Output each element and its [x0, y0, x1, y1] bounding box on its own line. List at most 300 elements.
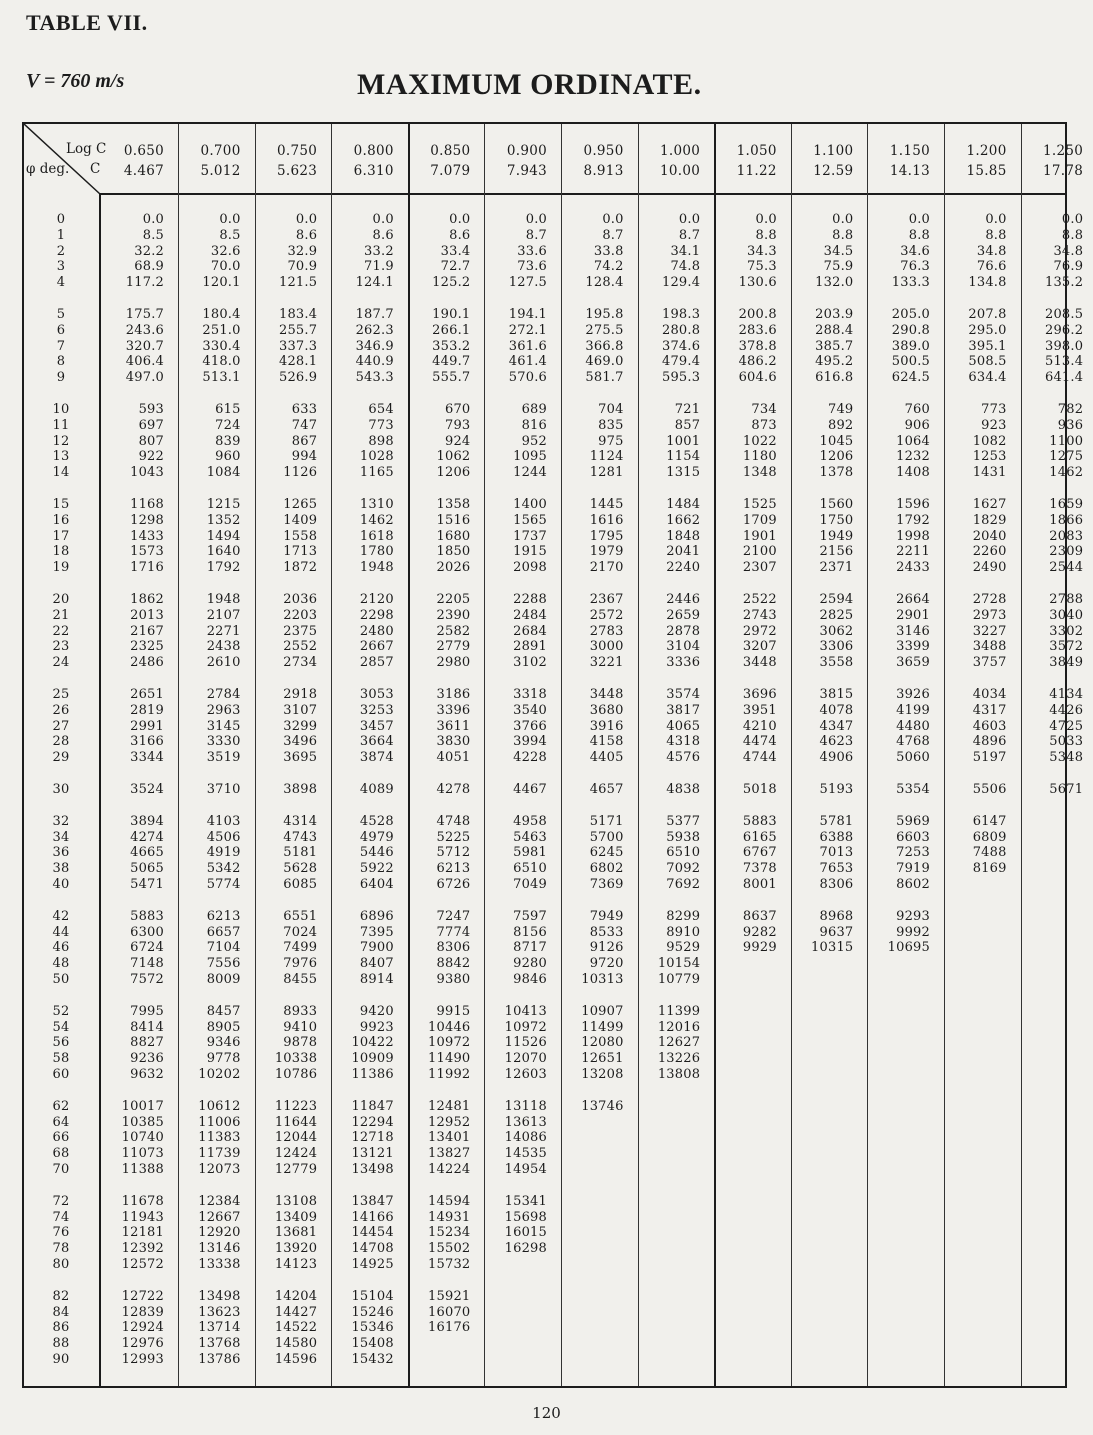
table-cell: 6551	[283, 908, 318, 924]
table-cell: 0.0	[142, 212, 164, 227]
table-cell: 873	[751, 417, 777, 433]
table-cell: 11943	[121, 1209, 164, 1225]
table-cell: 5981	[513, 845, 547, 861]
row-phi-label: 14	[52, 465, 70, 481]
table-cell: 1045	[819, 433, 854, 449]
table-cell: 14596	[274, 1352, 318, 1367]
table-cell: 773	[368, 417, 394, 433]
row-phi-label: 7	[56, 338, 66, 354]
row-phi-label: 30	[52, 782, 70, 797]
table-cell: 337.3	[278, 338, 318, 354]
table-cell: 604.6	[738, 370, 777, 386]
row-phi-label: 56	[52, 1035, 70, 1051]
table-cell: 1792	[896, 512, 930, 528]
table-cell: 1680	[436, 528, 471, 544]
table-cell: 4576	[666, 750, 701, 766]
table-cell: 4065	[666, 718, 701, 734]
table-cell: 1713	[283, 544, 318, 560]
table-cell: 5781	[819, 813, 854, 829]
table-cell: 134.8	[968, 275, 1007, 291]
table-cell: 14931	[428, 1209, 471, 1225]
table-cell: 6657	[206, 924, 241, 940]
column-divider	[331, 124, 332, 1386]
table-cell: 2205	[436, 592, 471, 607]
table-cell: 8910	[666, 924, 701, 940]
table-cell: 1431	[972, 465, 1007, 481]
table-cell: 12181	[121, 1225, 164, 1241]
table-cell: 1862	[130, 592, 164, 607]
table-cell: 2120	[359, 592, 394, 607]
table-cell: 8842	[436, 956, 471, 972]
table-cell: 13623	[198, 1304, 241, 1320]
table-cell: 5883	[130, 908, 164, 924]
table-cell: 194.1	[508, 307, 547, 322]
table-cell: 5033	[1049, 734, 1084, 750]
table-cell: 4314	[283, 813, 318, 829]
table-cell: 1618	[359, 528, 394, 544]
table-cell: 1232	[896, 449, 930, 465]
table-cell: 7369	[589, 877, 624, 892]
table-cell: 14954	[504, 1162, 547, 1177]
table-cell: 15502	[428, 1241, 471, 1257]
table-cell: 32.9	[287, 243, 318, 259]
table-cell: 0.0	[449, 212, 471, 227]
table-cell: 1244	[513, 465, 547, 481]
table-cell: 135.2	[1044, 275, 1084, 291]
table-cell: 952	[521, 433, 547, 449]
table-cell: 12392	[121, 1241, 164, 1257]
table-cell: 724	[215, 417, 241, 433]
table-cell: 15234	[428, 1225, 471, 1241]
table-cell: 3344	[130, 750, 164, 766]
table-cell: 3849	[1049, 655, 1084, 671]
table-cell: 14166	[351, 1209, 394, 1225]
table-cell: 12044	[274, 1130, 318, 1146]
column-header-c: 8.913	[583, 163, 624, 179]
row-phi-label: 74	[52, 1209, 70, 1225]
table-cell: 3659	[896, 655, 930, 671]
table-cell: 2972	[742, 623, 777, 639]
table-cell: 3766	[513, 718, 547, 734]
table-cell: 71.9	[364, 259, 394, 275]
row-phi-label: 34	[52, 829, 70, 845]
table-cell: 9126	[589, 940, 624, 956]
table-cell: 960	[215, 449, 241, 465]
table-cell: 10909	[351, 1051, 394, 1067]
table-cell: 1979	[589, 544, 624, 560]
table-cell: 1829	[972, 512, 1007, 528]
table-cell: 3496	[283, 734, 318, 750]
row-phi-label: 21	[52, 607, 70, 623]
table-cell: 5506	[972, 782, 1007, 797]
table-cell: 2825	[819, 607, 854, 623]
table-cell: 8717	[513, 940, 547, 956]
row-phi-label: 70	[52, 1162, 70, 1177]
column-header-c: 5.012	[200, 163, 241, 179]
row-phi-label: 88	[52, 1336, 70, 1352]
table-cell: 1616	[589, 512, 624, 528]
table-cell: 10695	[887, 940, 930, 956]
table-cell: 782	[1057, 402, 1084, 417]
table-cell: 4623	[819, 734, 854, 750]
table-cell: 1484	[666, 497, 701, 512]
table-cell: 1408	[896, 465, 930, 481]
table-cell: 1206	[436, 465, 471, 481]
table-cell: 130.6	[738, 275, 777, 291]
table-cell: 1750	[819, 512, 854, 528]
column-divider	[867, 124, 868, 1386]
table-cell: 330.4	[202, 338, 241, 354]
row-phi-label: 42	[52, 908, 70, 924]
table-cell: 867	[291, 433, 318, 449]
table-cell: 288.4	[815, 322, 854, 338]
table-cell: 7253	[896, 845, 930, 861]
table-cell: 2552	[283, 639, 318, 655]
table-cell: 11399	[657, 1003, 701, 1019]
table-cell: 11678	[121, 1193, 164, 1209]
table-cell: 7774	[436, 924, 471, 940]
table-cell: 4906	[819, 750, 854, 766]
table-cell: 12651	[581, 1051, 624, 1067]
table-cell: 13409	[274, 1209, 318, 1225]
table-cell: 8827	[130, 1035, 164, 1051]
table-cell: 10315	[811, 940, 854, 956]
table-cell: 2659	[666, 607, 701, 623]
table-cell: 361.6	[508, 338, 547, 354]
table-cell: 128.4	[585, 275, 624, 291]
column-header-c: 10.00	[660, 163, 701, 179]
row-phi-label: 54	[52, 1019, 70, 1035]
table-cell: 4278	[436, 782, 471, 797]
table-cell: 4768	[896, 734, 930, 750]
table-cell: 449.7	[432, 354, 471, 370]
table-cell: 295.0	[968, 322, 1007, 338]
table-cell: 3306	[819, 639, 854, 655]
table-cell: 5354	[896, 782, 930, 797]
table-cell: 1716	[130, 560, 164, 576]
column-header-log-c: 1.100	[813, 143, 854, 159]
table-cell: 75.9	[823, 259, 854, 275]
table-cell: 3107	[283, 702, 318, 718]
table-cell: 495.2	[815, 354, 854, 370]
table-cell: 10422	[351, 1035, 394, 1051]
table-cell: 15921	[428, 1288, 471, 1304]
table-cell: 12016	[657, 1019, 701, 1035]
table-cell: 13808	[657, 1067, 701, 1082]
table-cell: 251.0	[202, 322, 241, 338]
row-phi-label: 23	[52, 639, 70, 655]
table-cell: 6300	[130, 924, 164, 940]
table-cell: 1154	[666, 449, 701, 465]
table-cell: 8306	[819, 877, 854, 892]
table-cell: 6802	[589, 861, 624, 877]
table-cell: 1565	[513, 512, 547, 528]
table-cell: 8.6	[295, 227, 318, 243]
table-cell: 34.3	[747, 243, 777, 259]
table-cell: 1780	[359, 544, 394, 560]
table-cell: 9923	[359, 1019, 394, 1035]
table-cell: 5471	[130, 877, 164, 892]
table-cell: 12667	[198, 1209, 241, 1225]
table-cell: 8001	[742, 877, 777, 892]
table-cell: 3680	[589, 702, 624, 718]
row-phi-label: 40	[52, 877, 70, 892]
table-cell: 704	[598, 402, 624, 417]
table-cell: 543.3	[355, 370, 394, 386]
table-cell: 2041	[666, 544, 701, 560]
table-cell: 581.7	[585, 370, 624, 386]
table-cell: 12718	[351, 1130, 394, 1146]
table-cell: 5065	[130, 861, 164, 877]
table-cell: 15246	[351, 1304, 394, 1320]
table-cell: 3253	[359, 702, 394, 718]
table-cell: 11383	[198, 1130, 241, 1146]
table-cell: 2784	[206, 687, 241, 702]
table-cell: 12080	[581, 1035, 624, 1051]
table-cell: 8455	[283, 972, 318, 987]
column-header-log-c: 0.750	[277, 143, 318, 159]
table-cell: 1358	[436, 497, 471, 512]
row-phi-label: 46	[52, 940, 70, 956]
table-cell: 1043	[130, 465, 164, 481]
table-cell: 3448	[589, 687, 624, 702]
table-cell: 1948	[206, 592, 241, 607]
column-header-c: 12.59	[813, 163, 854, 179]
table-cell: 4426	[1049, 702, 1084, 718]
table-cell: 2288	[513, 592, 547, 607]
table-cell: 34.5	[823, 243, 854, 259]
table-cell: 198.3	[661, 307, 701, 322]
table-cell: 624.5	[891, 370, 930, 386]
row-phi-label: 86	[52, 1320, 70, 1336]
table-cell: 1124	[589, 449, 624, 465]
table-cell: 2788	[1049, 592, 1084, 607]
table-cell: 2901	[896, 607, 930, 623]
table-cell: 180.4	[202, 307, 241, 322]
table-cell: 8968	[819, 908, 854, 924]
table-cell: 1281	[589, 465, 624, 481]
table-cell: 2013	[130, 607, 164, 623]
table-cell: 9280	[513, 956, 547, 972]
table-cell: 13786	[198, 1352, 241, 1367]
table-cell: 13118	[504, 1098, 547, 1114]
table-cell: 892	[827, 417, 854, 433]
corner-phi-label: φ deg.	[26, 161, 70, 177]
table-cell: 353.2	[432, 338, 471, 354]
table-cell: 513.4	[1044, 354, 1084, 370]
table-cell: 4979	[359, 829, 394, 845]
row-phi-label: 13	[52, 449, 70, 465]
table-cell: 1084	[206, 465, 241, 481]
table-cell: 5922	[359, 861, 394, 877]
table-cell: 13613	[504, 1114, 547, 1130]
table-cell: 16298	[504, 1241, 547, 1257]
table-cell: 9992	[896, 924, 930, 940]
table-cell: 13226	[657, 1051, 701, 1067]
table-cell: 4603	[972, 718, 1007, 734]
table-cell: 9878	[283, 1035, 318, 1051]
table-cell: 8407	[359, 956, 394, 972]
table-cell: 2170	[589, 560, 624, 576]
row-phi-label: 29	[52, 750, 70, 766]
table-cell: 117.2	[125, 275, 164, 291]
table-cell: 10313	[581, 972, 624, 987]
column-header-c: 11.22	[736, 163, 777, 179]
table-cell: 7900	[359, 940, 394, 956]
column-header-c: 7.943	[506, 163, 547, 179]
table-cell: 15104	[351, 1288, 394, 1304]
row-phi-label: 44	[52, 924, 70, 940]
table-cell: 12924	[121, 1320, 164, 1336]
table-cell: 0.0	[832, 212, 854, 227]
row-phi-label: 0	[56, 212, 66, 227]
table-cell: 2891	[513, 639, 547, 655]
column-header-log-c: 0.900	[506, 143, 547, 159]
table-cell: 5774	[206, 877, 241, 892]
table-cell: 749	[827, 402, 854, 417]
table-cell: 14522	[274, 1320, 318, 1336]
table-cell: 2582	[436, 623, 471, 639]
table-cell: 3558	[819, 655, 854, 671]
table-cell: 1265	[283, 497, 318, 512]
table-cell: 7024	[283, 924, 318, 940]
table-cell: 1915	[513, 544, 547, 560]
table-cell: 34.1	[670, 243, 701, 259]
table-cell: 2664	[896, 592, 930, 607]
table-cell: 0.0	[908, 212, 930, 227]
table-cell: 4744	[742, 750, 777, 766]
table-cell: 936	[1057, 417, 1084, 433]
column-header-c: 17.78	[1043, 163, 1084, 179]
column-divider	[791, 124, 792, 1386]
table-cell: 3540	[513, 702, 547, 718]
table-cell: 200.8	[738, 307, 777, 322]
table-cell: 8.5	[142, 227, 164, 243]
row-phi-label: 90	[52, 1352, 70, 1367]
table-cell: 3221	[589, 655, 624, 671]
row-phi-label: 80	[52, 1257, 70, 1272]
table-cell: 5181	[283, 845, 318, 861]
table-cell: 262.3	[355, 322, 394, 338]
table-cell: 654	[368, 402, 394, 417]
table-cell: 0.0	[372, 212, 394, 227]
table-cell: 10446	[428, 1019, 471, 1035]
row-phi-label: 60	[52, 1067, 70, 1082]
table-cell: 1948	[359, 560, 394, 576]
table-cell: 9929	[742, 940, 777, 956]
table-cell: 389.0	[891, 338, 930, 354]
table-cell: 6165	[742, 829, 777, 845]
table-cell: 2309	[1049, 544, 1084, 560]
table-cell: 7148	[130, 956, 164, 972]
table-cell: 13338	[198, 1257, 241, 1272]
table-cell: 2486	[130, 655, 164, 671]
table-cell: 2260	[972, 544, 1007, 560]
table-cell: 8.7	[678, 227, 701, 243]
row-phi-label: 52	[52, 1003, 70, 1019]
column-header-log-c: 0.700	[200, 143, 241, 159]
table-cell: 3874	[359, 750, 394, 766]
table-cell: 13920	[274, 1241, 318, 1257]
corner-c-label: C	[90, 161, 101, 177]
table-cell: 6245	[589, 845, 624, 861]
table-cell: 11388	[121, 1162, 164, 1177]
table-cell: 2367	[589, 592, 624, 607]
table-cell: 14224	[428, 1162, 471, 1177]
table-cell: 1866	[1049, 512, 1084, 528]
column-header-log-c: 1.250	[1043, 143, 1084, 159]
table-cell: 33.6	[517, 243, 547, 259]
table-cell: 374.6	[661, 338, 701, 354]
table-cell: 7949	[589, 908, 624, 924]
table-cell: 513.1	[202, 370, 241, 386]
table-cell: 6388	[819, 829, 854, 845]
table-cell: 12920	[198, 1225, 241, 1241]
table-cell: 13847	[351, 1193, 394, 1209]
table-cell: 366.8	[585, 338, 624, 354]
table-cell: 12073	[198, 1162, 241, 1177]
table-cell: 14925	[351, 1257, 394, 1272]
table-cell: 760	[904, 402, 930, 417]
table-cell: 3000	[589, 639, 624, 655]
table-cell: 5671	[1049, 782, 1084, 797]
table-cell: 6213	[206, 908, 241, 924]
table-cell: 8169	[972, 861, 1007, 877]
table-cell: 1627	[972, 497, 1007, 512]
table-cell: 12294	[351, 1114, 394, 1130]
table-cell: 2918	[283, 687, 318, 702]
table-cell: 2572	[589, 607, 624, 623]
table-cell: 1100	[1049, 433, 1084, 449]
row-phi-label: 11	[52, 417, 70, 433]
row-phi-label: 28	[52, 734, 70, 750]
table-cell: 243.6	[125, 322, 164, 338]
table-cell: 7499	[283, 940, 318, 956]
table-cell: 906	[904, 417, 930, 433]
table-cell: 203.9	[815, 307, 854, 322]
table-cell: 72.7	[440, 259, 471, 275]
table-cell: 7653	[819, 861, 854, 877]
table-cell: 3572	[1049, 639, 1084, 655]
table-cell: 4725	[1049, 718, 1084, 734]
table-cell: 13108	[274, 1193, 318, 1209]
table-cell: 7488	[972, 845, 1007, 861]
table-cell: 3302	[1049, 623, 1084, 639]
table-cell: 924	[444, 433, 471, 449]
table-cell: 3146	[896, 623, 930, 639]
table-cell: 857	[674, 417, 701, 433]
table-cell: 3611	[436, 718, 471, 734]
corner-log-c-label: Log C	[66, 141, 107, 157]
table-cell: 10413	[504, 1003, 547, 1019]
table-cell: 11223	[274, 1098, 318, 1114]
table-cell: 1494	[206, 528, 241, 544]
table-cell: 10612	[198, 1098, 241, 1114]
table-cell: 5969	[896, 813, 930, 829]
column-divider	[638, 124, 639, 1386]
table-cell: 593	[138, 402, 164, 417]
table-cell: 1028	[359, 449, 394, 465]
table-cell: 2667	[359, 639, 394, 655]
table-cell: 11847	[351, 1098, 394, 1114]
table-cell: 479.4	[661, 354, 701, 370]
table-cell: 5197	[972, 750, 1007, 766]
table-cell: 2371	[819, 560, 854, 576]
table-cell: 8905	[206, 1019, 241, 1035]
table-cell: 10779	[657, 972, 701, 987]
table-cell: 12070	[504, 1051, 547, 1067]
table-cell: 3145	[206, 718, 241, 734]
